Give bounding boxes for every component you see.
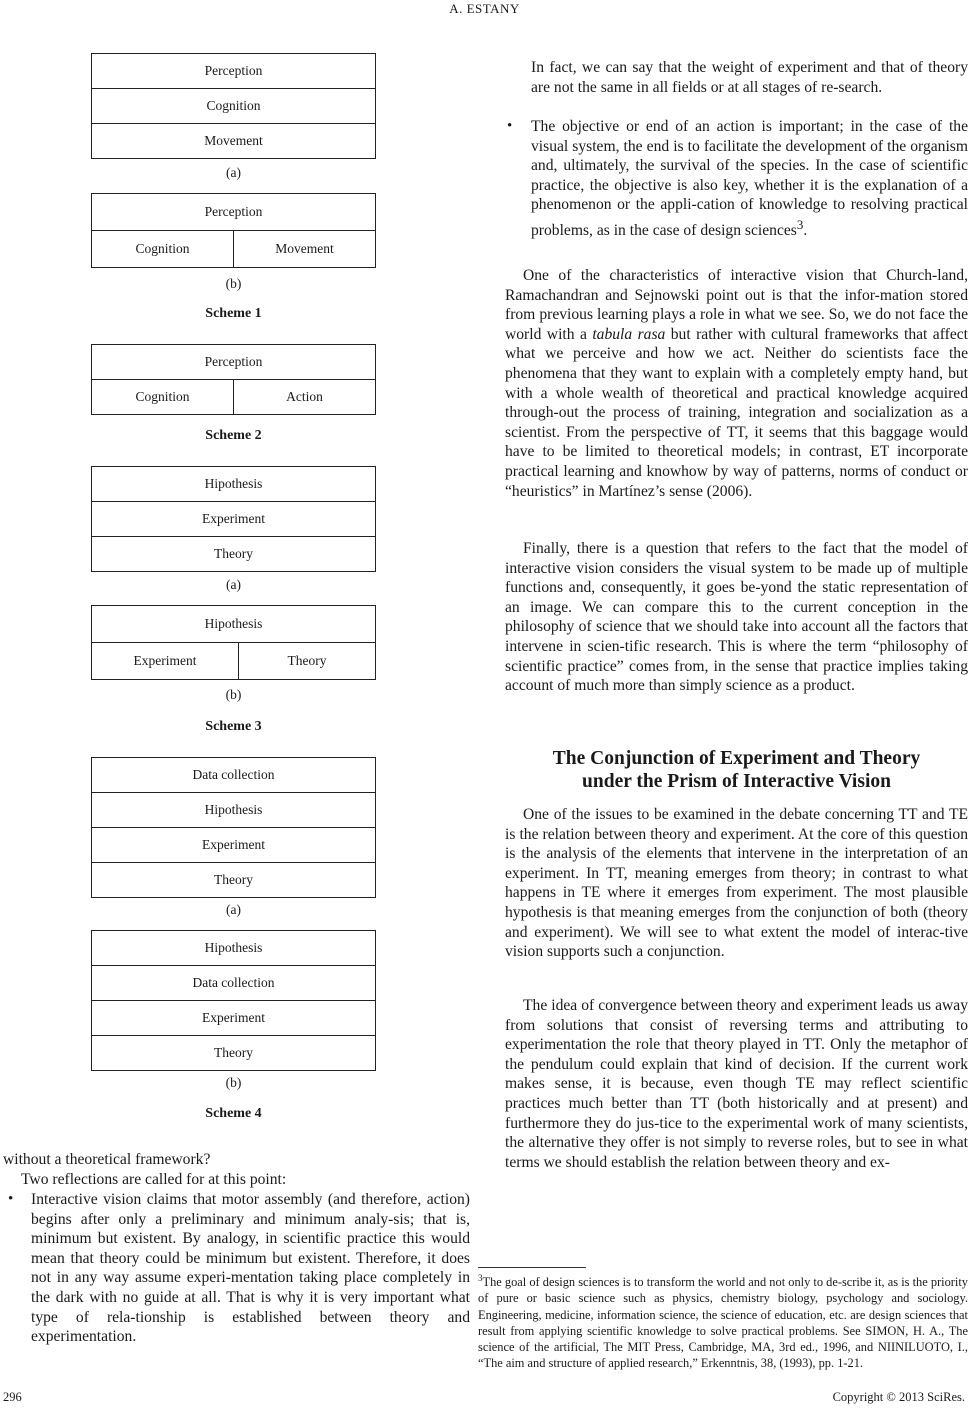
bullet-icon: • <box>507 118 513 134</box>
scheme-cell: Movement <box>233 231 375 267</box>
scheme-row <box>92 345 375 379</box>
footnote <box>478 1270 968 1371</box>
scheme-row <box>92 467 375 501</box>
scheme-cell: Data collection <box>192 975 275 990</box>
right-paragraph-3: One of the issues to be examined in the debate concerning TT and TE is the relation between theory and experiment. At the core of this question is the analysis of the elements that intervene in the interpretation of an experiment. In TT, meaning emerges from theory; in contrast to what happens in TE where it emerges from experiment. The most plausible hypothesis is that meaning emerges from the conjunction of both (theory and experiment). We will see to what extent the model of interac-tive vision supports such a conjunction. <box>505 806 968 961</box>
scheme-3b-box <box>91 605 376 680</box>
section-heading-line-2: under the Prism of Interactive Vision <box>582 771 891 792</box>
scheme-cell: Cognition <box>135 241 190 256</box>
scheme-3b-label: (b) <box>225 687 242 702</box>
scheme-row <box>92 1000 375 1035</box>
bullet-2-end: . <box>803 222 808 240</box>
scheme-cell: Cognition <box>206 98 261 113</box>
scheme-row <box>92 536 375 571</box>
footnote-ref: 3 <box>796 216 804 232</box>
footnote-rule <box>478 1267 586 1268</box>
scheme-row <box>92 931 375 965</box>
scheme-row <box>92 827 375 862</box>
scheme-1a-label: (a) <box>226 165 241 180</box>
scheme-row <box>92 230 375 267</box>
scheme-row <box>92 123 375 158</box>
page-number: 296 <box>3 1390 22 1404</box>
scheme-cell: Hipothesis <box>204 940 263 955</box>
scheme-4b-box <box>91 930 376 1071</box>
scheme-1b-label: (b) <box>225 276 242 291</box>
scheme-4a-box <box>91 757 376 898</box>
scheme-cell: Experiment <box>133 653 197 668</box>
scheme-1a-box <box>91 53 376 159</box>
right-bullet-1-continued: In fact, we can say that the weight of experiment and that of theory are not the same in all fields or at all stages of re-search. <box>531 59 968 96</box>
footnote-mark: 3 <box>478 1273 483 1283</box>
bullet-2-text: The objective or end of an action is important; in the case of the visual system, the end is to facilitate the development of the organism and, ultimately, the survival of the species. In the case of scientific practice, the objective is also key, whether it is the explanation of a phenomenon or the appli-cation of knowledge to resolving practical problems, as in the case of design sciences <box>531 118 968 240</box>
scheme-cell: Theory <box>214 872 253 887</box>
scheme-cell: Perception <box>204 63 263 78</box>
scheme-4a-label: (a) <box>226 902 241 917</box>
scheme-row <box>92 792 375 827</box>
scheme-cell: Perception <box>204 354 263 369</box>
scheme-4b-label: (b) <box>225 1075 242 1090</box>
scheme-row <box>92 88 375 123</box>
footnote-text: The goal of design sciences is to transform the world and not only to de-scribe it, as is the priority of pure or basic science such as physics, chemistry biology, psychology and sociology. Engineering, medicine, information science, the science of education, etc. are design sciences that result from applying scientific knowledge to solve practical problems. See SIMON, H. A., The science of the artificial, The MIT Press, Cambridge, MA, 3rd ed., 1996, and NIINILUOTO, I., “The aim and structure of applied research,” Erkenntnis, 38, (1993), pp. 1-21. <box>478 1275 968 1371</box>
scheme-1-caption: Scheme 1 <box>205 306 262 321</box>
scheme-2-caption: Scheme 2 <box>205 428 262 443</box>
scheme-1b-box <box>91 193 376 268</box>
right-paragraph-2: Finally, there is a question that refers to the fact that the model of interactive vision considers the visual system to be made up of multiple functions and, consequently, it goes be-yond the static representation of an image. We can compare this to the current conception in the philosophy of science that we should take into account all the factors that intervene in scien-tific research. This is where the term “philosophy of scientific practice” comes from, in the sense that practice implies taking account of much more than simply science as a product. <box>505 540 968 695</box>
scheme-3a-label: (a) <box>226 577 241 592</box>
scheme-cell: Theory <box>214 546 253 561</box>
scheme-cell: Hipothesis <box>204 616 263 631</box>
scheme-row <box>92 501 375 536</box>
scheme-cell: Data collection <box>192 767 275 782</box>
scheme-row <box>92 1035 375 1070</box>
scheme-row <box>92 862 375 897</box>
bullet-icon: • <box>8 1191 14 1207</box>
paragraph-1-text-a: One of the characteristics of interactive vision that Church-land, Ramachandran and Sejnowski point out is that the infor-mation stored from previous learning plays a role in what we see. So, we do not face the world with a <box>505 267 968 343</box>
running-header: A. ESTANY <box>449 1 520 16</box>
scheme-cell: Experiment <box>202 1010 265 1025</box>
right-bullet-2 <box>531 117 968 241</box>
scheme-cell: Hipothesis <box>204 476 263 491</box>
scheme-row <box>92 54 375 88</box>
scheme-2-box <box>91 344 376 415</box>
scheme-cell: Experiment <box>202 837 265 852</box>
scheme-row <box>92 194 375 230</box>
copyright: Copyright © 2013 SciRes. <box>832 1390 965 1404</box>
scheme-row <box>92 642 375 679</box>
scheme-cell: Movement <box>204 133 263 148</box>
scheme-cell: Hipothesis <box>204 802 263 817</box>
left-bullet-1: Interactive vision claims that motor assembly (and therefore, action) begins after only a preliminary and minimum analy-sis; that is, minimum but existent. By analogy, in scientific practice this would mean that theory could be minimum but existent. Therefore, it does not in any way assume experi-mentation taking place completely in the dark with no guide at all. That is why it is very important what type of rela-tionship is established between theory and experimentation. <box>31 1191 470 1346</box>
left-paragraph-1: without a theoretical framework? <box>3 1151 211 1168</box>
section-heading-line-1: The Conjunction of Experiment and Theory <box>552 748 921 769</box>
scheme-3-caption: Scheme 3 <box>205 719 262 734</box>
scheme-cell: Theory <box>238 643 375 679</box>
scheme-row <box>92 379 375 414</box>
right-paragraph-4: The idea of convergence between theory and experiment leads us away from solutions that consist of reversing terms and attributing to experimentation the role that theory played in TT. Only the metaphor of the pendulum could explain that kind of decision. If the current work makes sense, it is because, even though TE may reflect scientific practices much better than TT (both historically and at present) and furthermore they do jus-tice to the experimental work of many scientists, the alternative they offer is not simply to reverse roles, but to see in what terms we should establish the relation between theory and ex- <box>505 997 968 1171</box>
paragraph-1-emphasis: tabula rasa <box>592 325 666 343</box>
scheme-cell: Theory <box>214 1045 253 1060</box>
scheme-row <box>92 606 375 642</box>
scheme-row <box>92 965 375 1000</box>
left-paragraph-2: Two reflections are called for at this point: <box>21 1171 287 1188</box>
scheme-3a-box <box>91 466 376 572</box>
scheme-4-caption: Scheme 4 <box>205 1106 262 1121</box>
scheme-cell: Action <box>233 380 375 414</box>
paragraph-1-text-b: but rather with cultural frameworks that affect what we perceive and how we act. Neither do scientists face the phenomena that they want to explain with a completely empty hand, but with a whole wealth of theoretical and practical knowledge acquired through-out the process of training, integration and socialization as a scientist. From the perspective of TT, it seems that this baggage would have to be limited to theoretical models; in contrast, ET incorporate practical learning and knowhow by way of patterns, norms of conduct or “heuristics” in Martínez’s sense (2006). <box>505 325 968 500</box>
right-paragraph-1 <box>505 266 968 501</box>
scheme-cell: Perception <box>204 204 263 219</box>
section-heading <box>505 747 968 793</box>
scheme-cell: Cognition <box>135 389 190 404</box>
scheme-cell: Experiment <box>202 511 265 526</box>
scheme-row <box>92 758 375 792</box>
